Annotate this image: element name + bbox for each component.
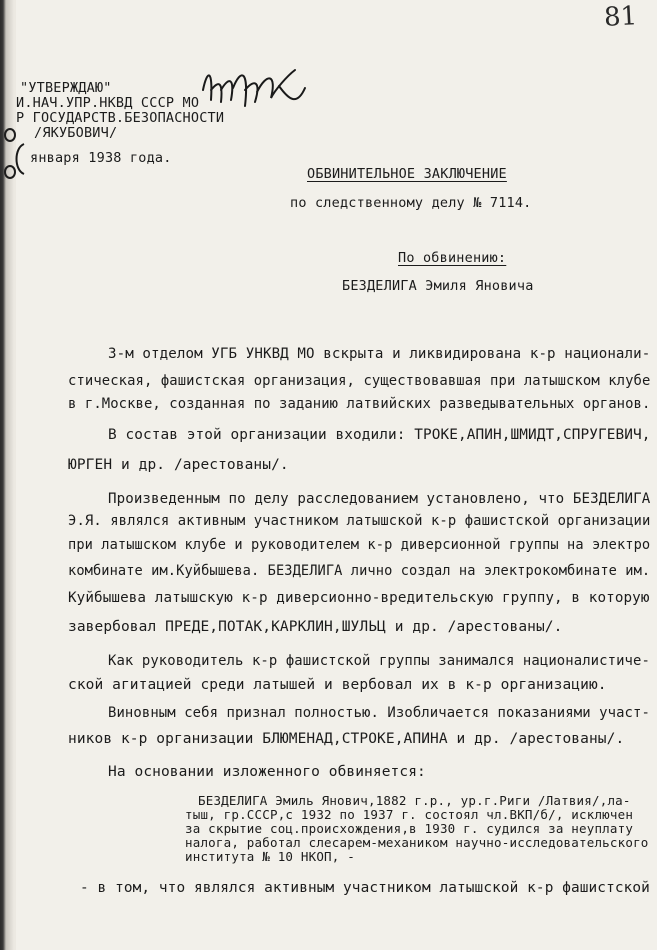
body-line: На основании изложенного обвиняется: — [108, 764, 426, 780]
body-line: Как руководитель к-р фашистской группы занимался националистиче- — [108, 653, 650, 669]
body-line: В состав этой организации входили: ТРОКЕ,АПИН,ШМИДТ,СПРУГЕВИЧ, — [108, 427, 651, 443]
accused-detail-line: за скрытие соц.происхождения,в 1930 г. судился за неуплату — [185, 821, 634, 836]
body-line: ников к-р организации БЛЮМЕНАД,СТРОКЕ,АПИНА и др. /арестованы/. — [68, 731, 625, 747]
body-line: Произведенным по делу расследованием установлено, что БЕЗДЕЛИГА — [108, 491, 651, 507]
approver-name: /ЯКУБОВИЧ/ — [34, 125, 118, 141]
document-title: ОБВИНИТЕЛЬНОЕ ЗАКЛЮЧЕНИЕ — [307, 166, 507, 182]
charge-label: По обвинению: — [398, 250, 507, 266]
handwritten-signature-icon — [195, 60, 310, 120]
body-final-line: - в том, что являлся активным участником латышской к-р фашистской — [80, 880, 650, 896]
handwritten-bracket-icon — [12, 142, 26, 176]
case-number-line: по следственному делу № 7114. — [290, 195, 532, 211]
accused-detail-line: налога, работал слесарем-механиком научно-исследовательского — [185, 835, 649, 850]
body-line: ЮРГЕН и др. /арестованы/. — [68, 457, 289, 473]
body-line: в г.Москве, созданная по заданию латвийских разведывательных органов. — [68, 396, 651, 412]
page-number: 81 — [603, 1, 638, 33]
body-line: Куйбышева латышскую к-р диверсионно-вредительскую группу, в которую — [68, 590, 650, 606]
body-line: завербовал ПРЕДЕ,ПОТАК,КАРКЛИН,ШУЛЬЦ и др. /арестованы/. — [68, 619, 563, 635]
binder-hole-icon — [4, 128, 16, 142]
body-line: стическая, фашистская организация, существовавшая при латышском клубе — [68, 373, 651, 389]
body-line: Э.Я. являлся активным участником латышской к-р фашистской организации — [68, 513, 651, 529]
approver-position-line2: Р ГОСУДАРСТВ.БЕЗОПАСНОСТИ — [16, 110, 225, 126]
accused-detail-line: БЕЗДЕЛИГА Эмиль Янович,1882 г.р., ур.г.Риги /Латвия/,ла- — [198, 793, 631, 808]
accused-detail-line: тыш, гр.СССР,с 1932 по 1937 г. состоял чл.ВКП/б/, исключен — [185, 807, 634, 822]
body-line: комбинате им.Куйбышева. БЕЗДЕЛИГА лично создал на электрокомбинате им. — [68, 563, 651, 579]
body-line: Виновным себя признал полностью. Изобличается показаниями участ- — [108, 705, 650, 721]
accused-name: БЕЗДЕЛИГА Эмиля Яновича — [342, 278, 534, 294]
body-line: 3-м отделом УГБ УНКВД МО вскрыта и ликвидирована к-р национали- — [108, 346, 651, 362]
body-line: ской агитацией среди латышей и вербовал их в к-р организацию. — [68, 677, 607, 693]
document-date: января 1938 года. — [30, 150, 172, 166]
accused-detail-line: института № 10 НКОП, - — [185, 849, 355, 864]
body-line: при латышском клубе и руководителем к-р диверсионной группы на электро — [68, 537, 651, 553]
approver-position-line1: И.НАЧ.УПР.НКВД СССР МО — [16, 95, 200, 111]
approve-stamp: "УТВЕРЖДАЮ" — [20, 80, 112, 96]
